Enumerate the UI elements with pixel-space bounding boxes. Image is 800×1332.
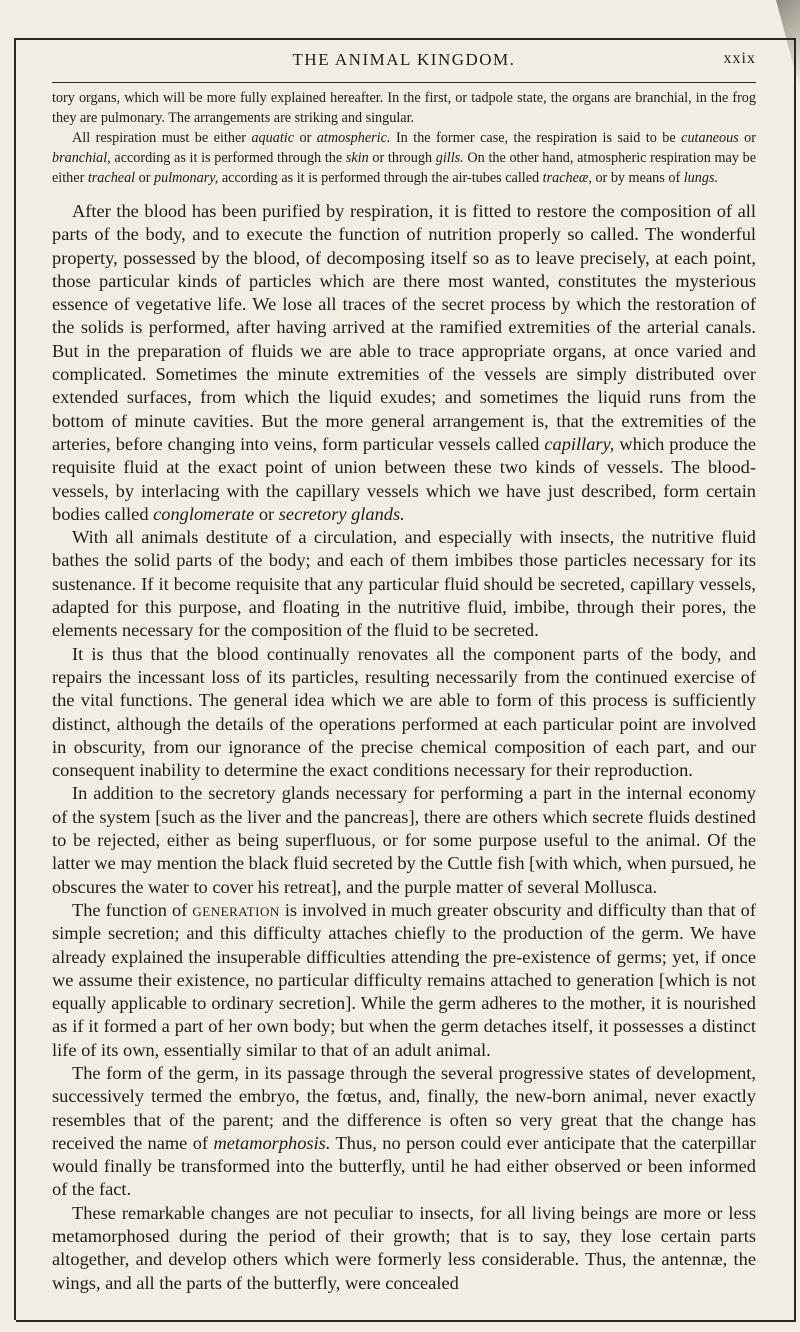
italic-term: secretory glands. <box>278 503 405 524</box>
italic-term: lungs. <box>683 170 719 186</box>
text-span: The form of the germ, in its passage through the several progressive states of development, successively termed the embryo, the fœtus, and, finally, the new-born animal, never exactly resembles that of the parent; and the difference is often so very great that the change has received the name of <box>52 1062 756 1153</box>
text-span: or by means of <box>591 170 684 186</box>
italic-term: aquatic <box>251 130 295 146</box>
page-header <box>52 50 756 78</box>
italic-term: pulmonary, <box>154 170 219 186</box>
small-paragraph-1: tory organs, which will be more fully explained hereafter. In the first, or tadpole state, the organs are branchial, in the frog they are pulmonary. The arrangements are striking and singular. <box>52 90 756 126</box>
text-span: Thus, no person could ever anticipate that the caterpillar would finally be transformed into the butterfly, until he had either observed or been informed of the fact. <box>52 1132 756 1200</box>
running-title: THE ANIMAL KINGDOM. <box>292 50 516 69</box>
paragraph-7: These remarkable changes are not peculiar to insects, for all living beings are more or less metamorphosed during the period of their growth; that is to say, they lose certain parts altogether, and develop others which were formerly less considerable. Thus, the antennæ, the wings, and all the parts of the butterfly, were concealed <box>52 1202 756 1293</box>
paragraph-3: It is thus that the blood continually renovates all the component parts of the body, and repairs the incessant loss of its particles, resulting necessarily from the continued exercise of the vital functions. The general idea which we are able to form of this process is sufficiently distinct, although the details of the operations performed at each particular point are involved in obscurity, from our ignorance of the precise chemical composition of each part, and our consequent inability to determine the exact conditions necessary for their reproduction. <box>52 643 756 781</box>
text-span: according as it is performed through the air-tubes called <box>218 170 543 186</box>
italic-term: metamorphosis. <box>213 1132 331 1153</box>
text-span: according as it is performed through the <box>110 150 346 166</box>
italic-term: tracheæ, <box>542 170 592 186</box>
page-frame-bottom <box>16 1320 796 1322</box>
italic-term: branchial, <box>52 150 111 166</box>
header-rule <box>52 82 756 83</box>
text-span: or through <box>368 150 436 166</box>
small-paragraph-2 <box>52 128 756 188</box>
text-span: or <box>135 170 155 186</box>
italic-term: capillary, <box>544 433 615 454</box>
text-span: which produce the requisite fluid at the exact point of union between these two kinds of vessels. The blood-vessels, by interlacing with the capillary vessels which we have just described, form certain bodies called <box>52 433 756 524</box>
text-span: All respiration must be either <box>72 130 252 146</box>
page-corner-shadow <box>776 0 800 90</box>
page-body <box>52 88 756 1295</box>
italic-term: atmospheric. <box>316 130 391 146</box>
paragraph-6 <box>52 1062 756 1202</box>
section-gap <box>52 188 756 200</box>
page-frame-top <box>14 38 796 40</box>
paragraph-4: In addition to the secretory glands necessary for performing a part in the internal economy of the system [such as the liver and the pancreas], there are others which secrete fluids destined to be rejected, either as being superfluous, or for some purpose useful to the animal. Of the latter we may mention the black fluid secreted by the Cuttle fish [with which, when pursued, he obscures the water to cover his retreat], and the purple matter of several Mollusca. <box>52 783 756 897</box>
italic-term: cutaneous <box>681 130 739 146</box>
italic-term: skin <box>345 150 369 166</box>
small-caps-term: generation <box>192 899 280 920</box>
paragraph-1 <box>52 200 756 526</box>
page-frame-right <box>794 40 796 1322</box>
text-span: or <box>738 130 756 146</box>
paragraph-5 <box>52 899 756 1062</box>
italic-term: conglomerate <box>153 503 255 524</box>
page-number: xxix <box>723 50 756 67</box>
italic-term: gills. <box>435 150 464 166</box>
text-span: In the former case, the respiration is said to be <box>390 130 682 146</box>
text-span: or <box>294 130 317 146</box>
text-span: or <box>254 503 279 524</box>
italic-term: tracheal <box>87 170 136 186</box>
text-span: The function of <box>72 899 193 920</box>
paragraph-2: With all animals destitute of a circulation, and especially with insects, the nutritive fluid bathes the solid parts of the body; and each of them imbibes those particles necessary for its sustenance. If it become requisite that any particular fluid should be secreted, capillary vessels, adapted for this purpose, and floating in the nutritive fluid, imbibe, through their pores, the elements necessary for the composition of the fluid to be secreted. <box>52 527 756 641</box>
text-span: On the other hand, atmospheric respiration may be either <box>52 150 756 186</box>
page-frame-left <box>14 40 16 1320</box>
text-span: After the blood has been purified by respiration, it is fitted to restore the composition of all parts of the body, and to execute the function of nutrition properly so called. The wonderful property, possessed by the blood, of decomposing itself so as to leave precisely, at each point, those particular kinds of particles which are there most wanted, constitutes the mysterious essence of vegetative life. We lose all traces of the secret process by which the restoration of the solids is performed, after having arrived at the ramified extremities of the arterial canals. But in the preparation of fluids we are able to trace appropriate organs, at once varied and complicated. Sometimes the minute extremities of the vessels are simply distributed over extended surfaces, from which the liquid exudes; and sometimes the liquid runs from the bottom of minute cavities. But the more general arrangement is, that the extremities of the arteries, before changing into veins, form particular vessels called <box>52 201 756 454</box>
text-span: is involved in much greater obscurity and difficulty than that of simple secretion; and this difficulty attaches chiefly to the production of the germ. We have already explained the insuperable difficulties attending the pre-existence of germs; yet, if once we assume their existence, no particular difficulty remains attached to generation [which is not equally applicable to ordinary secretion]. While the germ adheres to the mother, it is nourished as if it formed a part of her own body; but when the germ detaches itself, it possesses a distinct life of its own, essentially similar to that of an adult animal. <box>52 899 757 1060</box>
